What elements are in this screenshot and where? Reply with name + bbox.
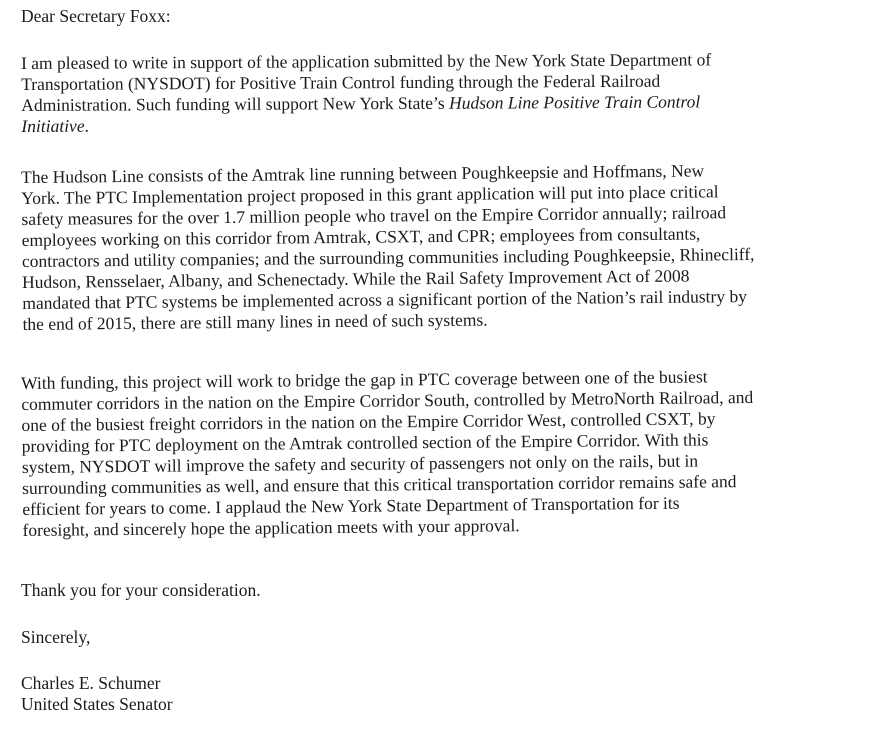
paragraph-line: York. The PTC Implementation project proposed in this grant application will put into place critical xyxy=(21,181,719,208)
paragraph-line: Hudson, Rensselaer, Albany, and Schenectady. While the Rail Safety Improvement Act of 2008 xyxy=(22,265,690,292)
paragraph-line: foresight, and sincerely hope the application meets with your approval. xyxy=(22,515,520,540)
thanks-text: Thank you for your consideration. xyxy=(21,580,261,600)
signature-block xyxy=(21,673,866,715)
text-run: . xyxy=(84,115,89,136)
text-run: Administration. Such funding will support New York State’s xyxy=(21,92,450,115)
paragraph-line: the end of 2015, there are still many lines in need of such systems. xyxy=(22,309,488,334)
closing-text: Sincerely, xyxy=(21,627,91,647)
paragraph-intro xyxy=(21,49,866,137)
signer-name: Charles E. Schumer xyxy=(21,673,161,693)
paragraph-line: providing for PTC deployment on the Amtrak controlled section of the Empire Corridor. With this xyxy=(21,429,709,456)
paragraph-line: The Hudson Line consists of the Amtrak line running between Poughkeepsie and Hoffmans, New xyxy=(21,160,705,187)
text-run: I am pleased to write in support of the application submitted by the New York State Department of xyxy=(21,49,712,73)
initiative-name-italic: Initiative xyxy=(21,115,85,136)
paragraph-line: one of the busiest freight corridors in the nation on the Empire Corridor West, controlled CSXT, by xyxy=(21,408,716,435)
paragraph-line: mandated that PTC systems be implemented across a significant portion of the Nation’s rail industry by xyxy=(22,286,748,313)
thanks-line xyxy=(21,580,866,601)
text-run: Transportation (NYSDOT) for Positive Train Control funding through the Federal Railroad xyxy=(21,70,661,94)
signer-title: United States Senator xyxy=(21,694,173,714)
salutation xyxy=(21,6,866,27)
paragraph-line: system, NYSDOT will improve the safety and security of passengers not only on the rails, but in xyxy=(21,450,699,477)
paragraph-funding xyxy=(21,365,868,541)
paragraph-line: employees working on this corridor from Amtrak, CSXT, and CPR; employees from consultants, xyxy=(21,223,701,250)
initiative-name-italic: Hudson Line Positive Train Control xyxy=(448,91,701,113)
paragraph-line: With funding, this project will work to bridge the gap in PTC coverage between one of the busiest xyxy=(21,366,708,393)
paragraph-hudson-line xyxy=(21,159,868,335)
paragraph-line: efficient for years to come. I applaud the New York State Department of Transportation for its xyxy=(22,492,680,519)
paragraph-line: commuter corridors in the nation on the Empire Corridor South, controlled by MetroNorth Railroad, and xyxy=(21,386,754,414)
paragraph-line: surrounding communities as well, and ensure that this critical transportation corridor remains safe and xyxy=(22,471,737,498)
paragraph-line: contractors and utility companies; and the surrounding communities including Poughkeepsie, Rhinecliff, xyxy=(21,243,755,271)
paragraph-line: safety measures for the over 1.7 million people who travel on the Empire Corridor annually; railroad xyxy=(21,202,727,229)
paragraph-line xyxy=(21,112,866,137)
complimentary-close xyxy=(21,627,866,648)
salutation-text: Dear Secretary Foxx: xyxy=(21,6,171,26)
